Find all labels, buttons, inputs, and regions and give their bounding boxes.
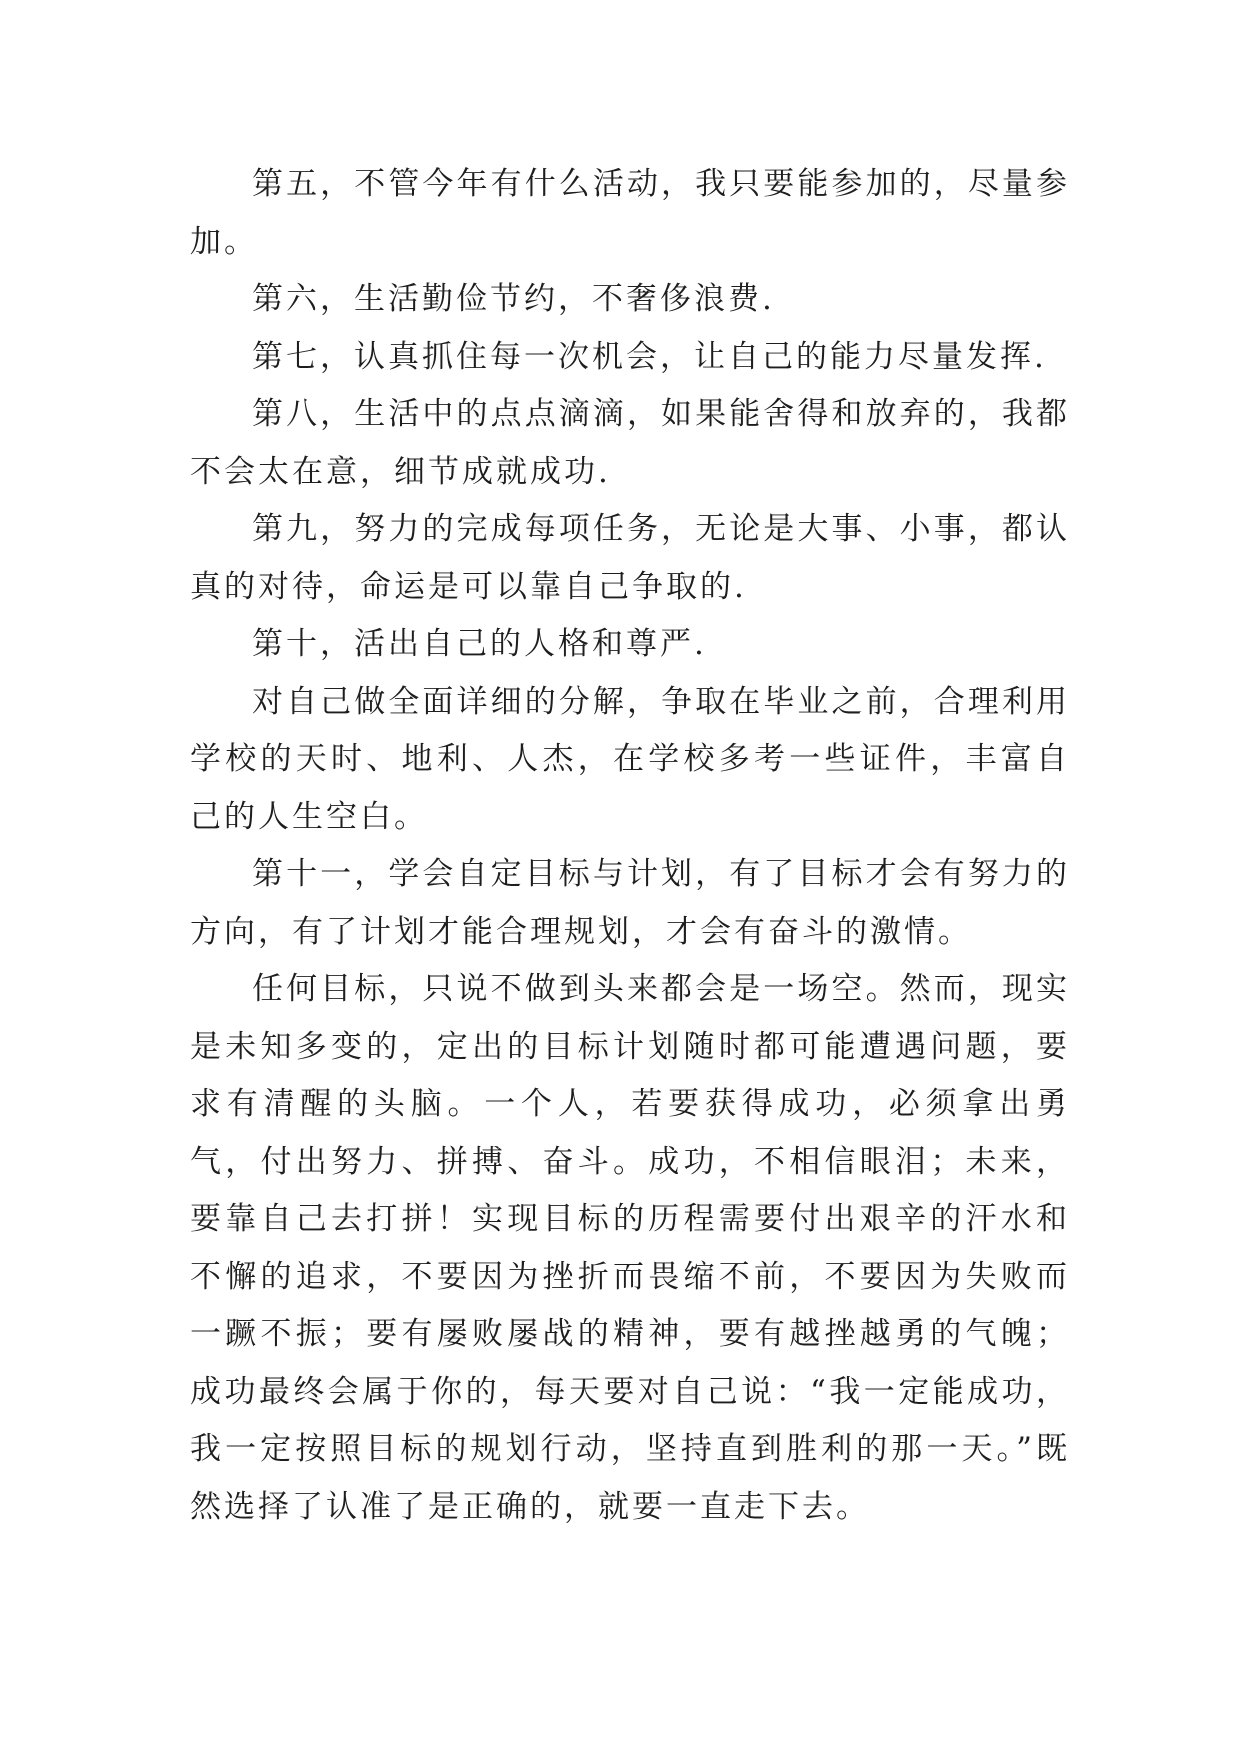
paragraph-conclusion: 任何目标，只说不做到头来都会是一场空。然而，现实是未知多变的，定出的目标计划随时都可能遭遇问题，要求有清醒的头脑。一个人，若要获得成功，必须拿出勇气，付出努力、拼搏、奋斗。成功，不相信眼泪；未来，要靠自己去打拼！实现目标的历程需要付出艰辛的汗水和不懈的追求，不要因为挫折而畏缩不前，不要因为失败而一蹶不振；要有屡败屡战的精神，要有越挫越勇的气魄；成功最终会属于你的，每天要对自己说：“我一定能成功，我一定按照目标的规划行动，坚持直到胜利的那一天。”既然选择了认准了是正确的，就要一直走下去。 [190,971,1070,1525]
paragraph-7: 第七，认真抓住每一次机会，让自己的能力尽量发挥. [252,338,1047,375]
paragraph-9: 第九，努力的完成每项任务，无论是大事、小事，都认真的对待，命运是可以靠自己争取的. [190,511,1070,605]
paragraph-8: 第八，生活中的点点滴滴，如果能舍得和放弃的，我都不会太在意，细节成就成功. [190,396,1070,490]
paragraph-self-analysis: 对自己做全面详细的分解，争取在毕业之前，合理利用学校的天时、地利、人杰，在学校多考一些证件，丰富自己的人生空白。 [190,683,1070,835]
document-body [190,156,1070,1536]
paragraph-11: 第十一，学会自定目标与计划，有了目标才会有努力的方向，有了计划才能合理规划，才会有奋斗的激情。 [190,856,1070,950]
paragraph-5: 第五，不管今年有什么活动，我只要能参加的，尽量参加。 [190,166,1070,260]
paragraph-10: 第十，活出自己的人格和尊严. [252,626,707,662]
paragraph-6: 第六，生活勤俭节约，不奢侈浪费. [252,281,775,317]
